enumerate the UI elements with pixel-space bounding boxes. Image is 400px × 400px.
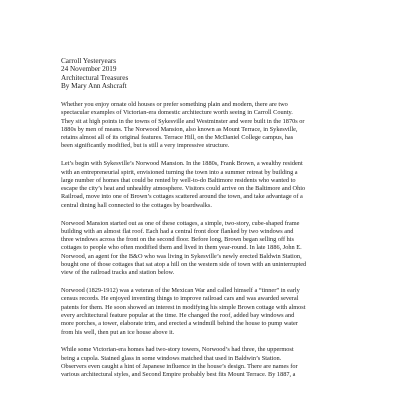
paragraph-line: Railroad, move into one of Brown’s cottages scattered around the town, and take advantage of a xyxy=(61,193,303,201)
paragraph-line: from his well, then put an ice house above it. xyxy=(61,328,175,336)
article-header xyxy=(61,57,128,90)
paragraph-line: every architectural feature popular at the time. He changed the roof, added bay windows and xyxy=(61,312,295,320)
paragraph-line: being a cupola. Stained glass in some windows matched that used in Baldwin’s Station. xyxy=(61,354,282,362)
paragraph-line: been significantly modified, but is still a very impressive structure. xyxy=(61,142,230,150)
paragraph-line: retains almost all of its original features. Terrace Hill, on the McDaniel College campus, has xyxy=(61,134,294,142)
paragraph-line: central dining hall connected to the cottages by boardwalks. xyxy=(61,201,212,209)
paragraph-line: Whether you enjoy ornate old houses or prefer something plain and modern, there are two xyxy=(61,101,288,108)
article-paragraph xyxy=(61,346,345,379)
paragraph-line: large number of homes that could be rented by well-to-do Baltimore residents who wanted to xyxy=(61,176,296,184)
article-byline: By Mary Ann Ashcraft xyxy=(61,81,127,90)
paragraph-line: 1880s by men of means. The Norwood Mansion, also known as Mount Terrace, in Sykesville, xyxy=(61,125,298,133)
paragraph-line: various architectural styles, and Second Empire probably best fits Mount Terrace. By 1887, a xyxy=(61,371,296,379)
paragraph-line: They sit at high points in the towns of Sykesville and Westminster and were built in the 1870s or xyxy=(61,117,305,125)
publication-name: Carroll Yesteryears xyxy=(61,57,117,65)
paragraph-line: Observers even caught a hint of Japanese influence in the house’s design. There are names for xyxy=(61,363,298,371)
article-title: Architectural Treasures xyxy=(61,73,129,82)
publication-date: 24 November 2019 xyxy=(61,65,117,74)
paragraph-line: patents for them. He soon showed an interest in modifying his simple Brown cottage with almost xyxy=(61,303,306,311)
paragraph-line: spectacular examples of Victorian-era domestic architecture worth seeing in Carroll County. xyxy=(61,109,293,117)
article-paragraph xyxy=(61,287,345,337)
paragraph-line: view of the railroad tracks and station below. xyxy=(61,269,175,277)
article-paragraph xyxy=(61,101,345,151)
paragraph-line: census records. He enjoyed inventing things to improve railroad cars and was awarded several xyxy=(61,295,299,303)
paragraph-line: Norwood (1829-1912) was a veteran of the Mexican War and called himself a “tinner” in early xyxy=(61,287,300,295)
article-body xyxy=(61,101,345,389)
paragraph-line: with an entrepreneurial spirit, envisioned turning the town into a summer retreat by building a xyxy=(61,168,298,176)
paragraph-line: three windows across the front on the second floor. Before long, Brown began selling off his xyxy=(61,236,294,244)
paragraph-line: building with an almost flat roof. Each had a central front door flanked by two windows and xyxy=(61,227,294,235)
paragraph-line: cottages to people who often modified them and lived in them year-round. In late 1886, John E. xyxy=(61,244,302,252)
paragraph-line: bought one of those cottages that sat atop a hill on the western side of town with an uninterrupted xyxy=(61,261,307,269)
article-paragraph xyxy=(61,160,345,210)
paragraph-line: Norwood, an agent for the B&O who was living in Sykesville’s newly erected Baldwin Station, xyxy=(61,252,302,260)
article-paragraph xyxy=(61,220,345,278)
paragraph-line: escape the city’s heat and unhealthy atmosphere. Visitors could arrive on the Baltimore and Ohio xyxy=(61,185,306,193)
paragraph-line: more porches, a tower, elaborate trim, and erected a windmill behind the house to pump water xyxy=(61,320,298,328)
paragraph-line: Norwood Mansion started out as one of these cottages, a simple, two-story, cube-shaped frame xyxy=(61,219,300,227)
paragraph-line: While some Victorian-era homes had two-story towers, Norwood’s had three, the uppermost xyxy=(61,346,294,354)
paragraph-line: Let’s begin with Sykesville’s Norwood Mansion. In the 1880s, Frank Brown, a wealthy resident xyxy=(61,160,303,168)
